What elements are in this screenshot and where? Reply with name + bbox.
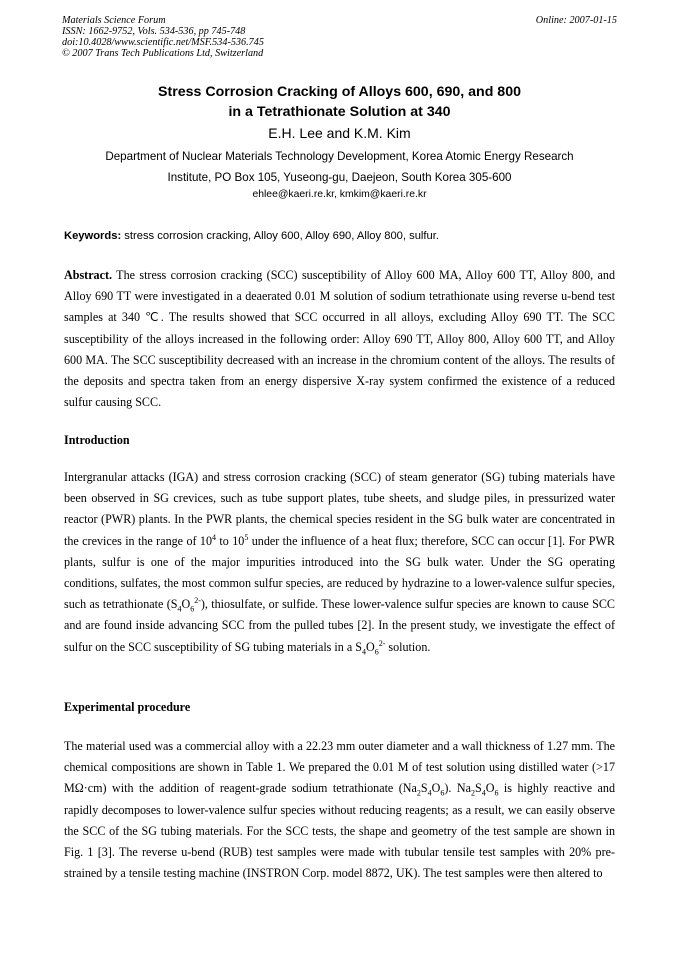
title-line-2: in a Tetrathionate Solution at 340 (228, 104, 451, 120)
paper-title (62, 82, 617, 122)
keywords (64, 229, 619, 243)
exp-text: ). Na (444, 781, 471, 796)
issn-line: ISSN: 1662-9752, Vols. 534-536, pp 745-748 (62, 26, 246, 37)
authors: E.H. Lee and K.M. Kim (268, 125, 411, 141)
intro-sup: 5 (244, 532, 249, 542)
exp-text: S (474, 781, 482, 796)
exp-sub: 2 (416, 788, 421, 798)
experimental-heading: Experimental procedure (64, 700, 191, 714)
introduction-heading: Introduction (64, 433, 130, 447)
intro-text: ), thiosulfate, or sulfide. These lower-valence sulfur species are known to cause SCC and are found inside advancing SCC from the pulled tubes [2]. In the present study, we investigate the effect of sulfur on the SCC susceptibility of SG tubing materials in a S (64, 597, 615, 654)
abstract-label: Abstract. (64, 268, 113, 282)
online-date: Online: 2007-01-15 (535, 15, 617, 26)
intro-sup: 4 (212, 532, 217, 542)
intro-text: O (365, 639, 375, 654)
exp-sub: 2 (470, 788, 475, 798)
affiliation-line-2: Institute, PO Box 105, Yuseong-gu, Daejeon, South Korea 305-600 (167, 171, 512, 184)
exp-text: S (420, 781, 428, 796)
exp-text: O (431, 781, 441, 796)
keywords-label: Keywords: (64, 230, 122, 242)
introduction-paragraph (64, 467, 615, 658)
abstract-text: The stress corrosion cracking (SCC) susceptibility of Alloy 600 MA, Alloy 600 TT, Alloy 800, and Alloy 690 TT were investigated in a deaerated 0.01 M solution of sodium tetrathionate using reverse u-bend test samples at 340 ℃. The results showed that SCC occurred in all alloys, excluding Alloy 690 TT. The SCC susceptibility of the alloys increased in the following order: Alloy 690 TT, Alloy 800, Alloy 600 TT, and Alloy 600 MA. The SCC susceptibility decreased with an increase in the chromium content of the alloys. The results of the deposits and spectra taken from an energy dispersive X-ray system confirmed the existence of a reduced sulfur causing SCC. (64, 268, 615, 410)
exp-text: O (485, 781, 495, 796)
exp-sub: 6 (494, 788, 499, 798)
intro-sub: 4 (361, 647, 366, 657)
exp-sub: 4 (427, 788, 432, 798)
author-emails: ehlee@kaeri.re.kr, kmkim@kaeri.re.kr (252, 189, 427, 200)
title-line-1: Stress Corrosion Cracking of Alloys 600, 690, and 800 (158, 84, 521, 100)
intro-sup: 2- (378, 638, 386, 648)
copyright-line: © 2007 Trans Tech Publications Ltd, Switzerland (62, 48, 264, 59)
abstract-paragraph (64, 265, 615, 413)
exp-text: is highly reactive and rapidly decomposes to lower-valence sulfur species without reducing reagents; as a result, we can easily observe the SCC of the SG tubing materials. For the SCC tests, the shape and geometry of the test sample are shown in Fig. 1 [3]. The reverse u-bend (RUB) test samples were made with tubular tensile test samples with 20% pre-strained by a tensile testing machine (INSTRON Corp. model 8872, UK). The test samples were then altered to (64, 781, 615, 881)
doi-line: doi:10.4028/www.scientific.net/MSF.534-536.745 (62, 37, 264, 48)
intro-text: under the influence of a heat flux; therefore, SCC can occur [1]. For PWR plants, sulfur is one of the major impurities introduced into the SG bulk water. Under the SG operating conditions, sulfates, the most common sulfur species, are reduced by hydrazine to a lower-valence sulfur species, such as tetrathionate (S (64, 533, 615, 612)
affiliation (62, 146, 617, 188)
intro-sub: 6 (374, 647, 379, 657)
intro-text: solution. (385, 639, 431, 654)
affiliation-line-1: Department of Nuclear Materials Technology Development, Korea Atomic Energy Research (105, 150, 574, 163)
exp-sub: 4 (481, 788, 486, 798)
experimental-paragraph (64, 736, 615, 884)
exp-sub: 6 (440, 788, 445, 798)
intro-sup: 2- (194, 596, 201, 606)
journal-name: Materials Science Forum (62, 15, 166, 26)
page-header (62, 15, 617, 59)
intro-text: to 10 (216, 533, 245, 548)
intro-text: Intergranular attacks (IGA) and stress corrosion cracking (SCC) of steam generator (SG) tubing materials have been observed in SG crevices, such as tube support plates, tube sheets, and sludge piles, in pressurized water reactor (PWR) plants. In the PWR plants, the chemical species resident in the SG bulk water are concentrated in the crevices in the range of 10 (64, 470, 615, 548)
intro-sub: 6 (190, 604, 195, 614)
keywords-text: stress corrosion cracking, Alloy 600, Alloy 690, Alloy 800, sulfur. (121, 230, 439, 242)
intro-sub: 4 (177, 604, 182, 614)
exp-text: The material used was a commercial alloy with a 22.23 mm outer diameter and a wall thickness of 1.27 mm. The chemical compositions are shown in Table 1. We prepared the 0.01 M of test solution using distilled water (>17 MΩ·cm) with the addition of reagent-grade sodium tetrathionate (Na (64, 739, 615, 796)
intro-text: O (181, 597, 191, 612)
